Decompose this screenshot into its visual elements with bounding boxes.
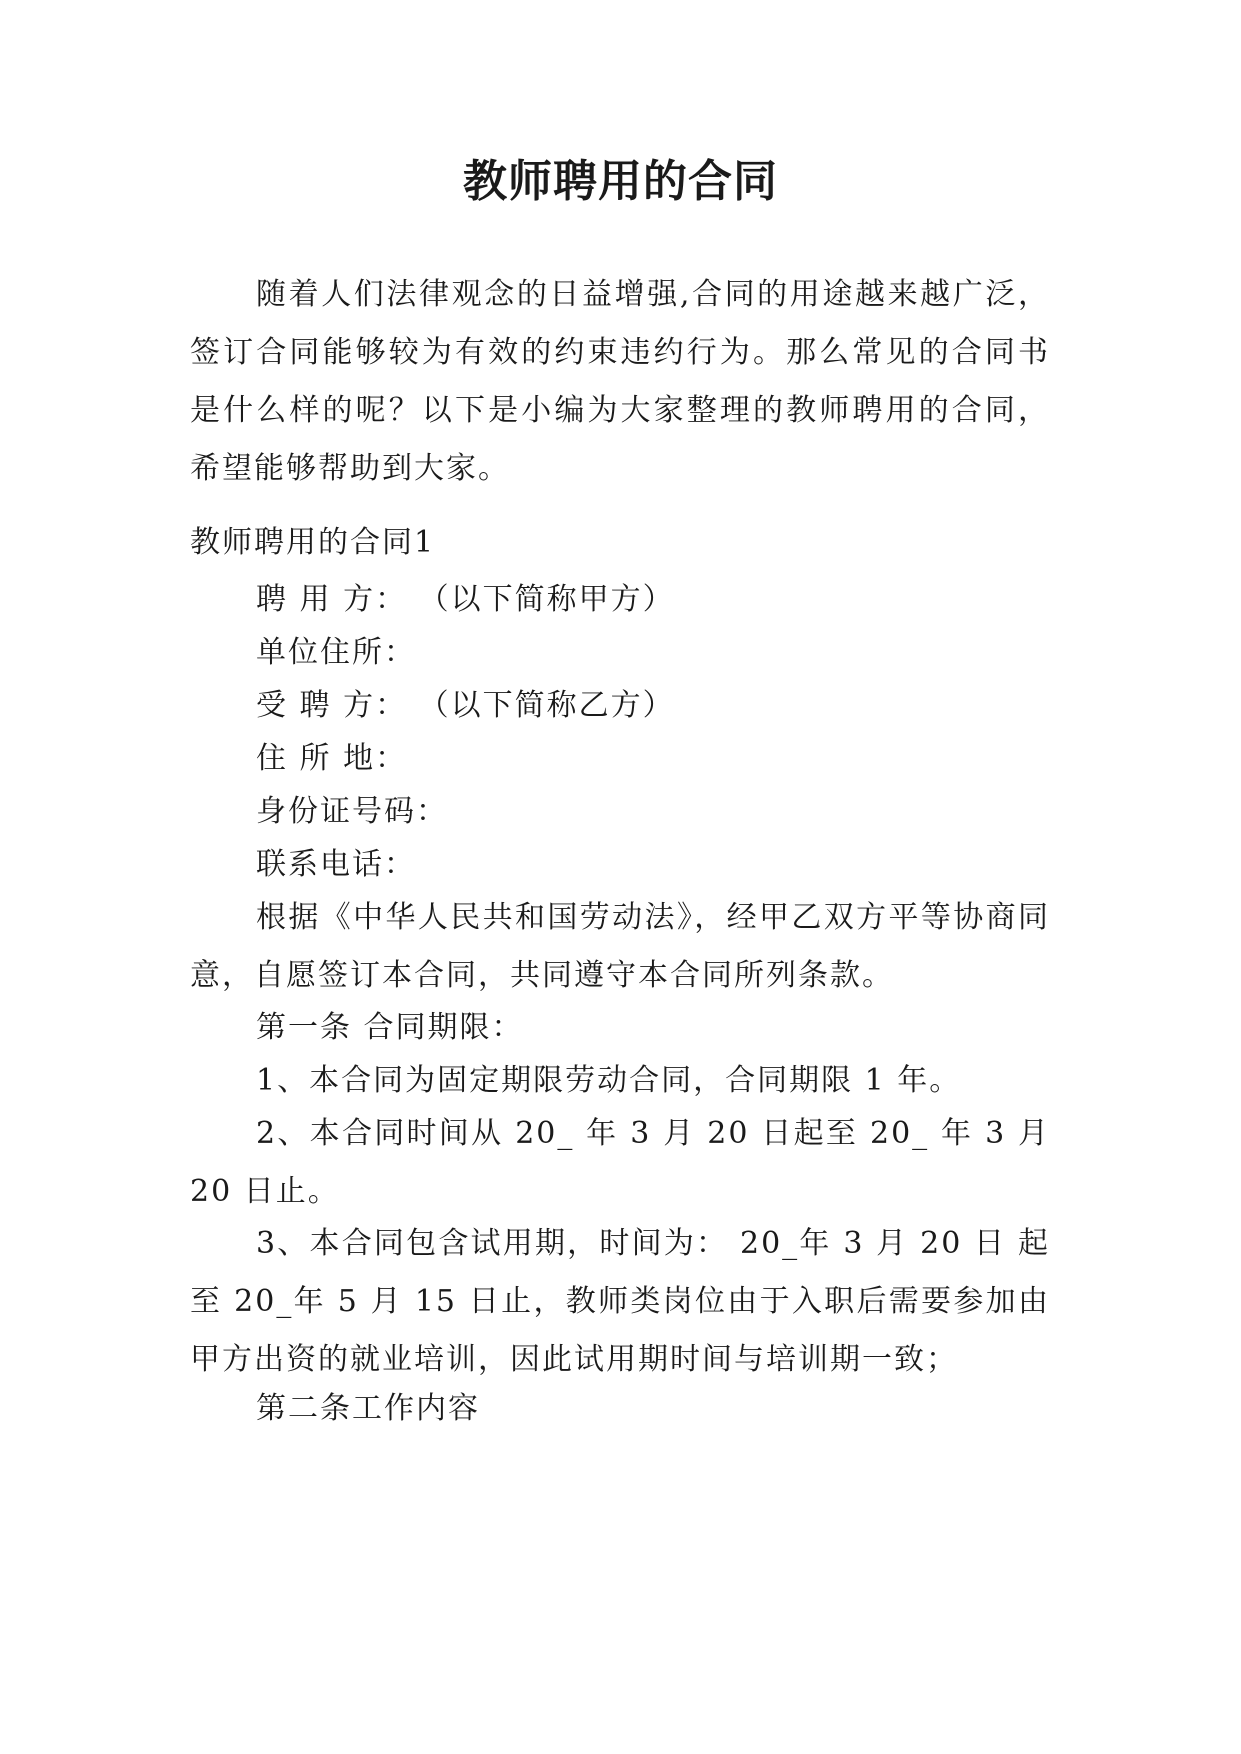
employee-field: 受 聘 方： （以下简称乙方） <box>256 688 675 723</box>
article1-item1: 1、本合同为固定期限劳动合同，合同期限 1 年。 <box>256 1063 962 1098</box>
phone-field: 联系电话： <box>256 847 416 882</box>
article1-item3: 3、本合同包含试用期，时间为： 20_年 3 月 20 日 起至 20_年 5 月 15 日止，教师类岗位由于入职后需要参加由甲方出资的就业培训，因此试用期时间与培训期一致； <box>190 1226 1050 1377</box>
article2-heading: 第二条工作内容 <box>256 1391 480 1426</box>
employer-field: 聘 用 方： （以下简称甲方） <box>256 582 675 617</box>
article1-heading: 第一条 合同期限： <box>256 1010 524 1045</box>
id-number-field: 身份证号码： <box>256 794 448 829</box>
intro-paragraph: 随着人们法律观念的日益增强,合同的用途越来越广泛，签订合同能够较为有效的约束违约行为。那么常见的合同书是什么样的呢？以下是小编为大家整理的教师聘用的合同，希望能够帮助到大家。 <box>190 277 1050 486</box>
article1-item2: 2、本合同时间从 20_ 年 3 月 20 日起至 20_ 年 3 月 20 日止。 <box>190 1116 1050 1209</box>
employer-address-field: 单位住所： <box>256 635 416 670</box>
basis-paragraph: 根据《中华人民共和国劳动法》，经甲乙双方平等协商同意，自愿签订本合同，共同遵守本合同所列条款。 <box>190 900 1050 993</box>
employee-address-field: 住 所 地： <box>256 741 408 776</box>
document-title: 教师聘用的合同 <box>463 156 778 207</box>
section-heading: 教师聘用的合同1 <box>190 525 436 560</box>
